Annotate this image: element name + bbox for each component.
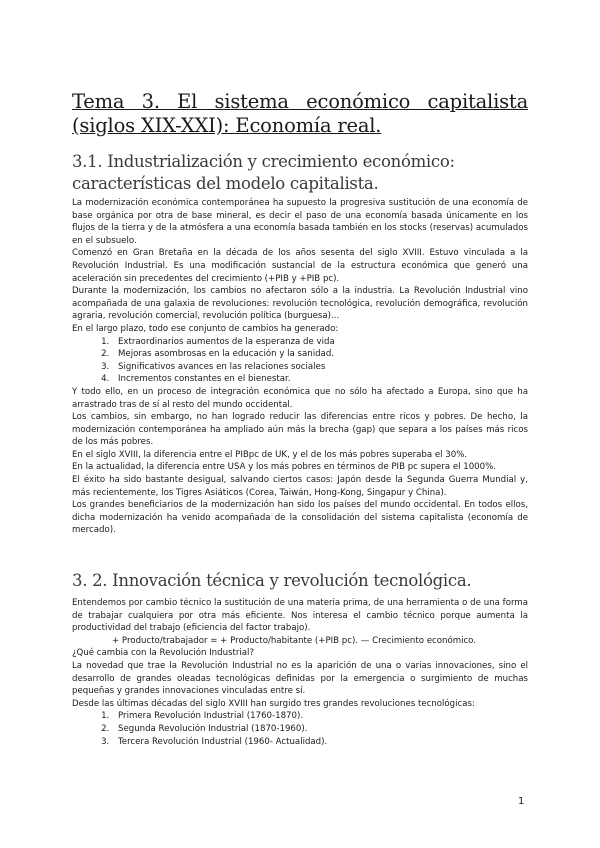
document-title: Tema 3. El sistema económico capitalista (siglos XIX-XXI): Economía real. [72, 90, 528, 137]
paragraph: En el largo plazo, todo ese conjunto de cambios ha generado: [72, 323, 339, 334]
paragraph: Los cambios, sin embargo, no han logrado reducir las diferencias entre ricos y pobres. De hecho, la modernización contemporánea ha ampliado aún más la brecha (gap) que separa a los países más ricos de los más pobres. [72, 412, 528, 448]
revolutions-list [72, 710, 528, 748]
paragraph: Comenzó en Gran Bretaña en la década de los años sesenta del siglo XVIII. Estuvo vinculada a la Revolución Industrial. Es una modificación sustancial de la estructura económica que generó una aceleración sin precedentes del crecimiento (+PIB y +PIB pc). [72, 248, 528, 284]
list-item: 3. Significativos avances en las relaciones sociales [112, 361, 528, 374]
paragraph: La modernización económica contemporánea ha supuesto la progresiva sustitución de una economía de base orgánica por otra de base mineral, es decir el paso de una economía basada únicamente en los flujos de la tierra y de la atmósfera a una economía basada también en los stocks (reservas) acumulados en el subsuelo. [72, 198, 528, 246]
paragraph: Durante la modernización, los cambios no afectaron sólo a la industria. La Revolución Industrial vino acompañada de una galaxia de revoluciones: revolución tecnológica, revolución demográfica, revolución agraria, revolución comercial, revolución política (burguesa)... [72, 286, 528, 322]
paragraph: Desde las últimas décadas del siglo XVIII han surgido tres grandes revoluciones tecnológicas: [72, 698, 475, 709]
page-number: 1 [518, 796, 525, 807]
paragraph: Y todo ello, en un proceso de integración económica que no sólo ha afectado a Europa, sino que ha arrastrado tras de sí al resto del mundo occidental. [72, 386, 528, 410]
paragraph: La novedad que trae la Revolución Industrial no es la aparición de una o varias innovaciones, sino el desarrollo de grandes oleadas tecnológicas definidas por la emergencia o surgimiento de muchas pequeñas y grandes innovaciones vinculadas entre sí. [72, 660, 528, 697]
paragraph: Los grandes beneficiarios de la modernización han sido los países del mundo occidental. En todos ellos, dicha modernización ha venido acompañada de la consolidación del sistema capitalista (economía de mercado). [72, 500, 528, 536]
list-item: 2. Segunda Revolución Industrial (1870-1960). [112, 723, 528, 736]
section-2-body [72, 597, 528, 748]
paragraph: Entendemos por cambio técnico la sustitución de una materia prima, de una herramienta o de una forma de trabajar cualquiera por otra más eficiente. Nos interesa el cambio técnico porque aumenta la productividad del trabajo (eficiencia del factor trabajo). [72, 598, 528, 634]
paragraph: En la actualidad, la diferencia entre USA y los más pobres en términos de PIB pc supera el 1000%. [72, 462, 496, 473]
section-heading-3-1: 3.1. Industrialización y crecimiento económico: características del modelo capitalista. [72, 152, 455, 193]
list-item: 4. Incrementos constantes en el bienestar. [112, 373, 528, 386]
paragraph: En el siglo XVIII, la diferencia entre el PIBpc de UK, y el de los más pobres superaba el 30%. [72, 449, 468, 460]
consequences-list [72, 336, 528, 386]
section-1-body [72, 197, 528, 537]
paragraph: El éxito ha sido bastante desigual, salvando ciertos casos: Japón desde la Segunda Guerra Mundial y, más recientemente, los Tigres Asiáticos (Corea, Taiwán, Hong-Kong, Singapur y China). [72, 475, 528, 498]
section-heading-3-2: 3. 2. Innovación técnica y revolución tecnológica. [72, 571, 472, 590]
list-item: 1. Primera Revolución Industrial (1760-1870). [112, 710, 528, 723]
list-item: 2. Mejoras asombrosas en la educación y la sanidad. [112, 348, 528, 361]
productivity-formula: + Producto/trabajador = + Producto/habitante (+PIB pc). — Crecimiento económico. [112, 635, 477, 646]
question: ¿Qué cambia con la Revolución Industrial? [72, 648, 255, 659]
list-item: 1. Extraordinarios aumentos de la esperanza de vida [112, 336, 528, 349]
list-item: 3. Tercera Revolución Industrial (1960- Actualidad). [112, 736, 528, 749]
